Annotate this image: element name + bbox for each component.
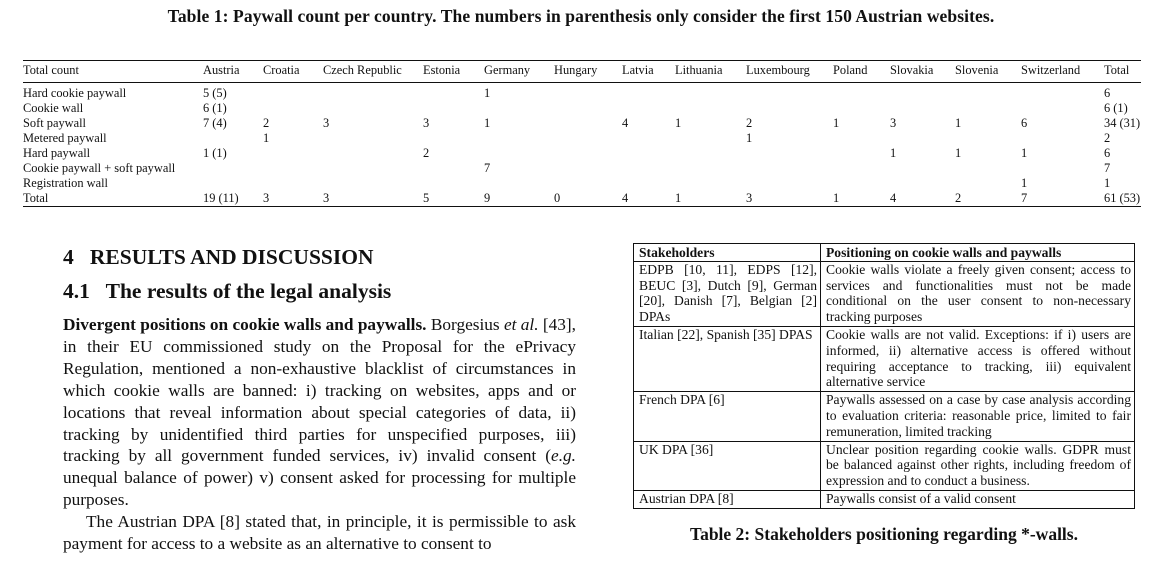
table-row — [23, 101, 1141, 116]
table1-cell: 2 — [263, 116, 270, 130]
table2-header-positioning: Positioning on cookie walls and paywalls — [821, 244, 1135, 262]
table-row — [23, 86, 1141, 101]
table1-cell: 1 — [833, 116, 840, 130]
table2-stakeholder: Austrian DPA [8] — [634, 490, 821, 508]
table1-cell: 3 — [263, 191, 270, 205]
table1-cell: Czech Republic — [323, 63, 402, 77]
table1-cell: 2 — [423, 146, 430, 160]
table1-row-label: Soft paywall — [23, 116, 86, 130]
table1-cell: 1 — [263, 131, 270, 145]
table2-stakeholder: EDPB [10, 11], EDPS [12], BEUC [3], Dutch [9], German [20], Danish [7], Belgian [2] DPAs — [634, 261, 821, 326]
table1-cell: 5 (5) — [203, 86, 227, 100]
table1-cell: 7 — [1021, 191, 1028, 205]
table1-cell: 1 — [1021, 146, 1028, 160]
table1-cell: 1 — [484, 116, 491, 130]
table1-row-label: Hard paywall — [23, 146, 91, 160]
table1-bottom-rule — [23, 206, 1141, 207]
table1-cell: 6 — [1021, 116, 1028, 130]
table1-cell: 1 — [675, 191, 682, 205]
table1-cell: Hungary — [554, 63, 598, 77]
table1-row-label: Total — [23, 191, 49, 205]
table-row — [634, 261, 1135, 326]
table1-cell: Germany — [484, 63, 531, 77]
table1-cell: 3 — [746, 191, 753, 205]
table1-cell: 2 — [1104, 131, 1111, 145]
table1-cell: 1 — [955, 146, 962, 160]
table1-cell: 1 (1) — [203, 146, 227, 160]
table1-cell: 1 — [890, 146, 897, 160]
table1-cell: 9 — [484, 191, 491, 205]
table2-position: Cookie walls violate a freely given consent; access to services and functionalities must not be made conditional on the user consent to non-necessary tracking purposes — [821, 261, 1135, 326]
table2-stakeholder: French DPA [6] — [634, 392, 821, 441]
table1-caption: Table 1: Paywall count per country. The numbers in parenthesis only consider the first 150 Austrian websites. — [167, 6, 995, 26]
paragraph-1-text-a: Borgesius — [426, 315, 504, 334]
paragraph-lead: Divergent positions on cookie walls and paywalls. — [63, 315, 427, 334]
table1-row-label: Cookie paywall + soft paywall — [23, 161, 176, 175]
table1-cell: 61 (53) — [1104, 191, 1141, 205]
table1-cell: 7 (4) — [203, 116, 227, 130]
table-row — [23, 146, 1141, 161]
et-al: et al. — [503, 315, 539, 334]
table1-cell: Croatia — [263, 63, 300, 77]
table1-cell: Latvia — [622, 63, 654, 77]
subsection-heading: 4.1 The results of the legal analysis — [63, 279, 392, 303]
table1-cell: 19 (11) — [203, 191, 239, 205]
table1-cell: Slovakia — [890, 63, 934, 77]
table-row — [634, 392, 1135, 441]
table1-cell: 1 — [484, 86, 491, 100]
table-row — [23, 191, 1141, 206]
table1-cell: 4 — [622, 116, 629, 130]
table2-position: Paywalls consist of a valid consent — [821, 490, 1135, 508]
table2-caption: Table 2: Stakeholders positioning regarding *-walls. — [690, 524, 1078, 544]
table2-position: Paywalls assessed on a case by case analysis according to evaluation criteria: reasonable price, limited to fair remuneration, limited tracking — [821, 392, 1135, 441]
table1-cell: 1 — [1021, 176, 1028, 190]
table1-cell: 1 — [1104, 176, 1111, 190]
table1-row-label: Total count — [23, 63, 79, 77]
table1-cell: 1 — [746, 131, 753, 145]
table-row — [23, 63, 1141, 78]
table1-cell: 1 — [833, 191, 840, 205]
table1-cell: Lithuania — [675, 63, 723, 77]
table1-cell: 3 — [423, 116, 430, 130]
table1-cell: 3 — [890, 116, 897, 130]
table-row — [634, 490, 1135, 508]
table1-cell: 2 — [746, 116, 753, 130]
table1-row-label: Cookie wall — [23, 101, 84, 115]
table1-cell: Luxembourg — [746, 63, 810, 77]
table2-position: Cookie walls are not valid. Exceptions: if i) users are informed, ii) alternative access is offered without requiring acceptance to tracking, iii) equivalent alternative service — [821, 326, 1135, 391]
table1-cell: 6 — [1104, 146, 1111, 160]
table2-position: Unclear position regarding cookie walls. GDPR must be balanced against other rights, including freedom of expression and to conduct a business. — [821, 441, 1135, 490]
table1-cell: Total — [1104, 63, 1130, 77]
table1-cell: 6 (1) — [1104, 101, 1128, 115]
table1-cell: 4 — [622, 191, 629, 205]
table1-row-label: Hard cookie paywall — [23, 86, 127, 100]
table1-cell: Austria — [203, 63, 240, 77]
table2 — [633, 243, 1135, 509]
table1-row-label: Metered paywall — [23, 131, 107, 145]
table1-cell: 7 — [484, 161, 491, 175]
table1-cell: 5 — [423, 191, 430, 205]
section-heading: 4 RESULTS AND DISCUSSION — [63, 245, 374, 269]
eg: e.g. — [551, 446, 576, 466]
table1-cell: Slovenia — [955, 63, 999, 77]
table1-header-rule — [23, 82, 1141, 83]
table-row — [634, 326, 1135, 391]
paragraph-2: The Austrian DPA [8] stated that, in principle, it is permissible to ask payment for access to a website as an alternative to consent to — [63, 512, 576, 554]
table2-header-row — [634, 244, 1135, 262]
table1-cell: 3 — [323, 116, 330, 130]
table-row — [634, 441, 1135, 490]
table2-header-stakeholders: Stakeholders — [634, 244, 821, 262]
table-row — [23, 161, 1141, 176]
paragraph-1-text-c: unequal balance of power) v) consent asked for processing for multiple purposes. — [63, 468, 576, 510]
paragraph-1-text-b: [43], in their EU commissioned study on the Proposal for the ePrivacy Regulation, mentioned a non-exhaustive blacklist of circumstances in which cookie walls are banned: i) tracking on websites, apps and or locations that reveal information about special categories of data, ii) tracking by unidentified third parties for unspecified purposes, iii) tracking by all government funded services, iv) invalid consent ( — [63, 315, 577, 466]
table1-cell: 1 — [955, 116, 962, 130]
table1-cell: Poland — [833, 63, 868, 77]
table1-cell: 34 (31) — [1104, 116, 1141, 130]
table-row — [23, 116, 1141, 131]
paragraph-1 — [63, 314, 576, 511]
table-row — [23, 176, 1141, 191]
table1-cell: 1 — [675, 116, 682, 130]
table1-cell: 6 (1) — [203, 101, 227, 115]
table1-cell: Switzerland — [1021, 63, 1081, 77]
table1-cell: 0 — [554, 191, 561, 205]
table1-top-rule — [23, 60, 1141, 61]
table1-cell: 2 — [955, 191, 962, 205]
table2-stakeholder: UK DPA [36] — [634, 441, 821, 490]
table1-row-label: Registration wall — [23, 176, 108, 190]
table1-cell: Estonia — [423, 63, 461, 77]
table1-cell: 3 — [323, 191, 330, 205]
table-row — [23, 131, 1141, 146]
table2-stakeholder: Italian [22], Spanish [35] DPAS — [634, 326, 821, 391]
table1-cell: 7 — [1104, 161, 1111, 175]
table1-cell: 4 — [890, 191, 897, 205]
body-text — [63, 314, 576, 555]
table1-cell: 6 — [1104, 86, 1111, 100]
